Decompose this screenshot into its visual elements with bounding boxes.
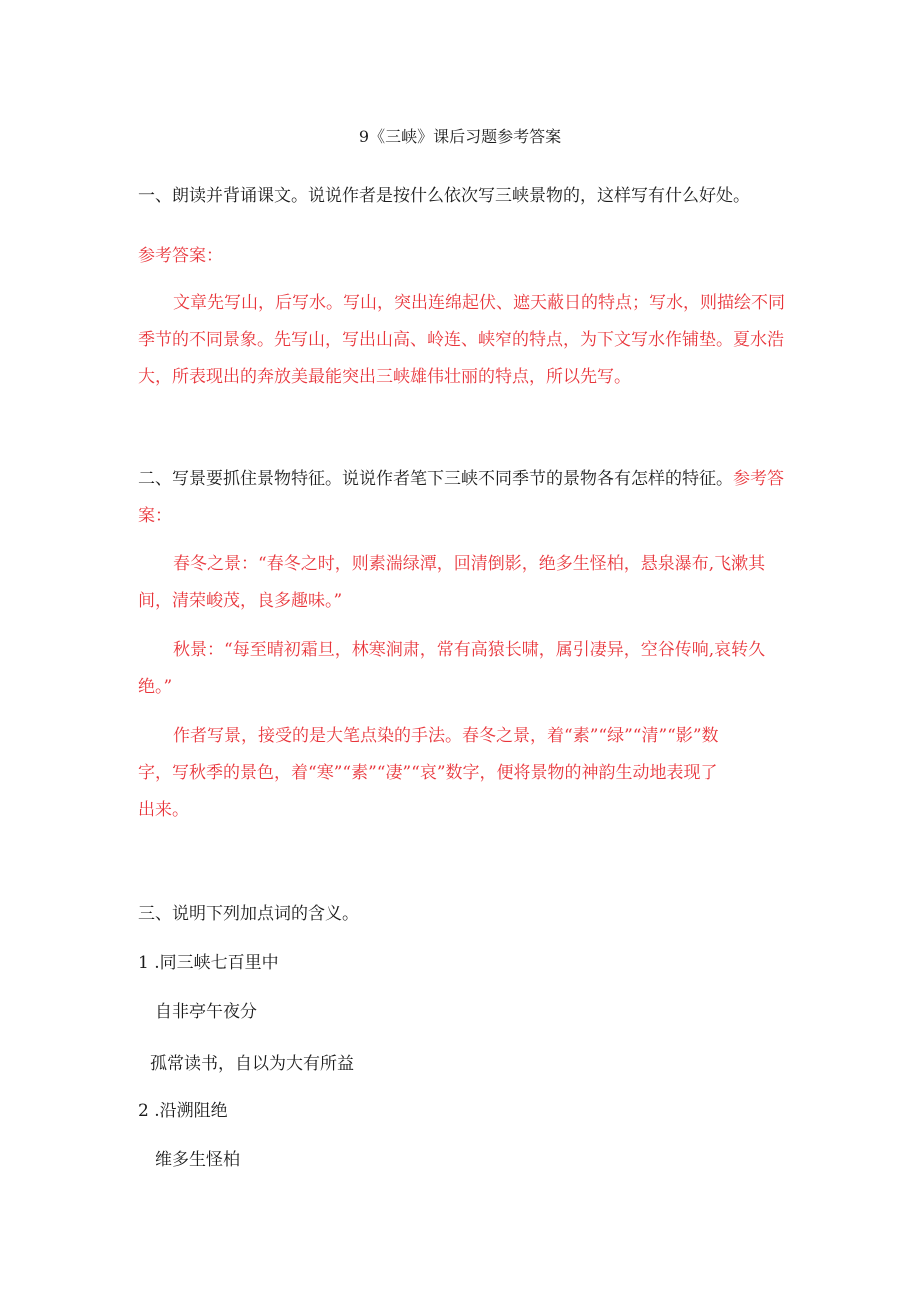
answer-1-line-3: 大，所表现出的奔放美最能突出三峡雄伟壮丽的特点，所以先写。 bbox=[138, 367, 631, 387]
answer-label-1: 参考答案： bbox=[138, 246, 223, 266]
question-3: 三、说明下列加点词的含义。 bbox=[138, 904, 359, 924]
spring-line-2: 间，清荣峻茂，良多趣味。” bbox=[138, 591, 343, 611]
q3-item-1-sub-1: 自非亭午夜分 bbox=[155, 1002, 257, 1022]
q3-item-1-sub-2: 孤常读书，自以为大有所益 bbox=[150, 1054, 354, 1074]
q3-item-2-sub-1: 维多生怪柏 bbox=[155, 1150, 240, 1170]
summary-line-1: 作者写景，接受的是大笔点染的手法。春冬之景，着“素”“绿”“清”“影”数 bbox=[173, 726, 719, 746]
question-2-text: 二、写景要抓住景物特征。说说作者笔下三峡不同季节的景物各有怎样的特征。 bbox=[138, 469, 733, 489]
q3-item-2: 2 .沿溯阻绝 bbox=[138, 1101, 228, 1121]
summary-line-2: 字，写秋季的景色，着“寒”“素”“凄”“哀”数字，便将景物的神韵生动地表现了 bbox=[138, 763, 718, 783]
answer-label-2-cont: 案： bbox=[138, 506, 172, 526]
q3-item-1: 1 .同三峡七百里中 bbox=[138, 953, 279, 973]
page-title: 9《三峡》课后习题参考答案 bbox=[358, 127, 562, 146]
answer-label-2: 参考答 bbox=[733, 469, 784, 489]
answer-1-line-1: 文章先写山，后写水。写山，突出连绵起伏、遮天蔽日的特点；写水，则描绘不同 bbox=[173, 293, 785, 313]
autumn-line-1: 秋景：“每至晴初霜旦，林寒涧肃，常有高猿长啸，属引凄异，空谷传响,哀转久 bbox=[173, 640, 766, 660]
spring-line-1: 春冬之景：“春冬之时，则素湍绿潭，回清倒影，绝多生怪柏，悬泉瀑布,飞漱其 bbox=[173, 554, 766, 574]
autumn-line-2: 绝。” bbox=[138, 677, 173, 697]
summary-line-3: 出来。 bbox=[138, 800, 189, 820]
question-1: 一、朗读并背诵课文。说说作者是按什么依次写三峡景物的，这样写有什么好处。 bbox=[138, 186, 750, 206]
answer-1-line-2: 季节的不同景象。先写山，写出山高、岭连、峡窄的特点，为下文写水作铺垫。夏水浩 bbox=[138, 330, 784, 350]
question-2 bbox=[138, 468, 784, 490]
